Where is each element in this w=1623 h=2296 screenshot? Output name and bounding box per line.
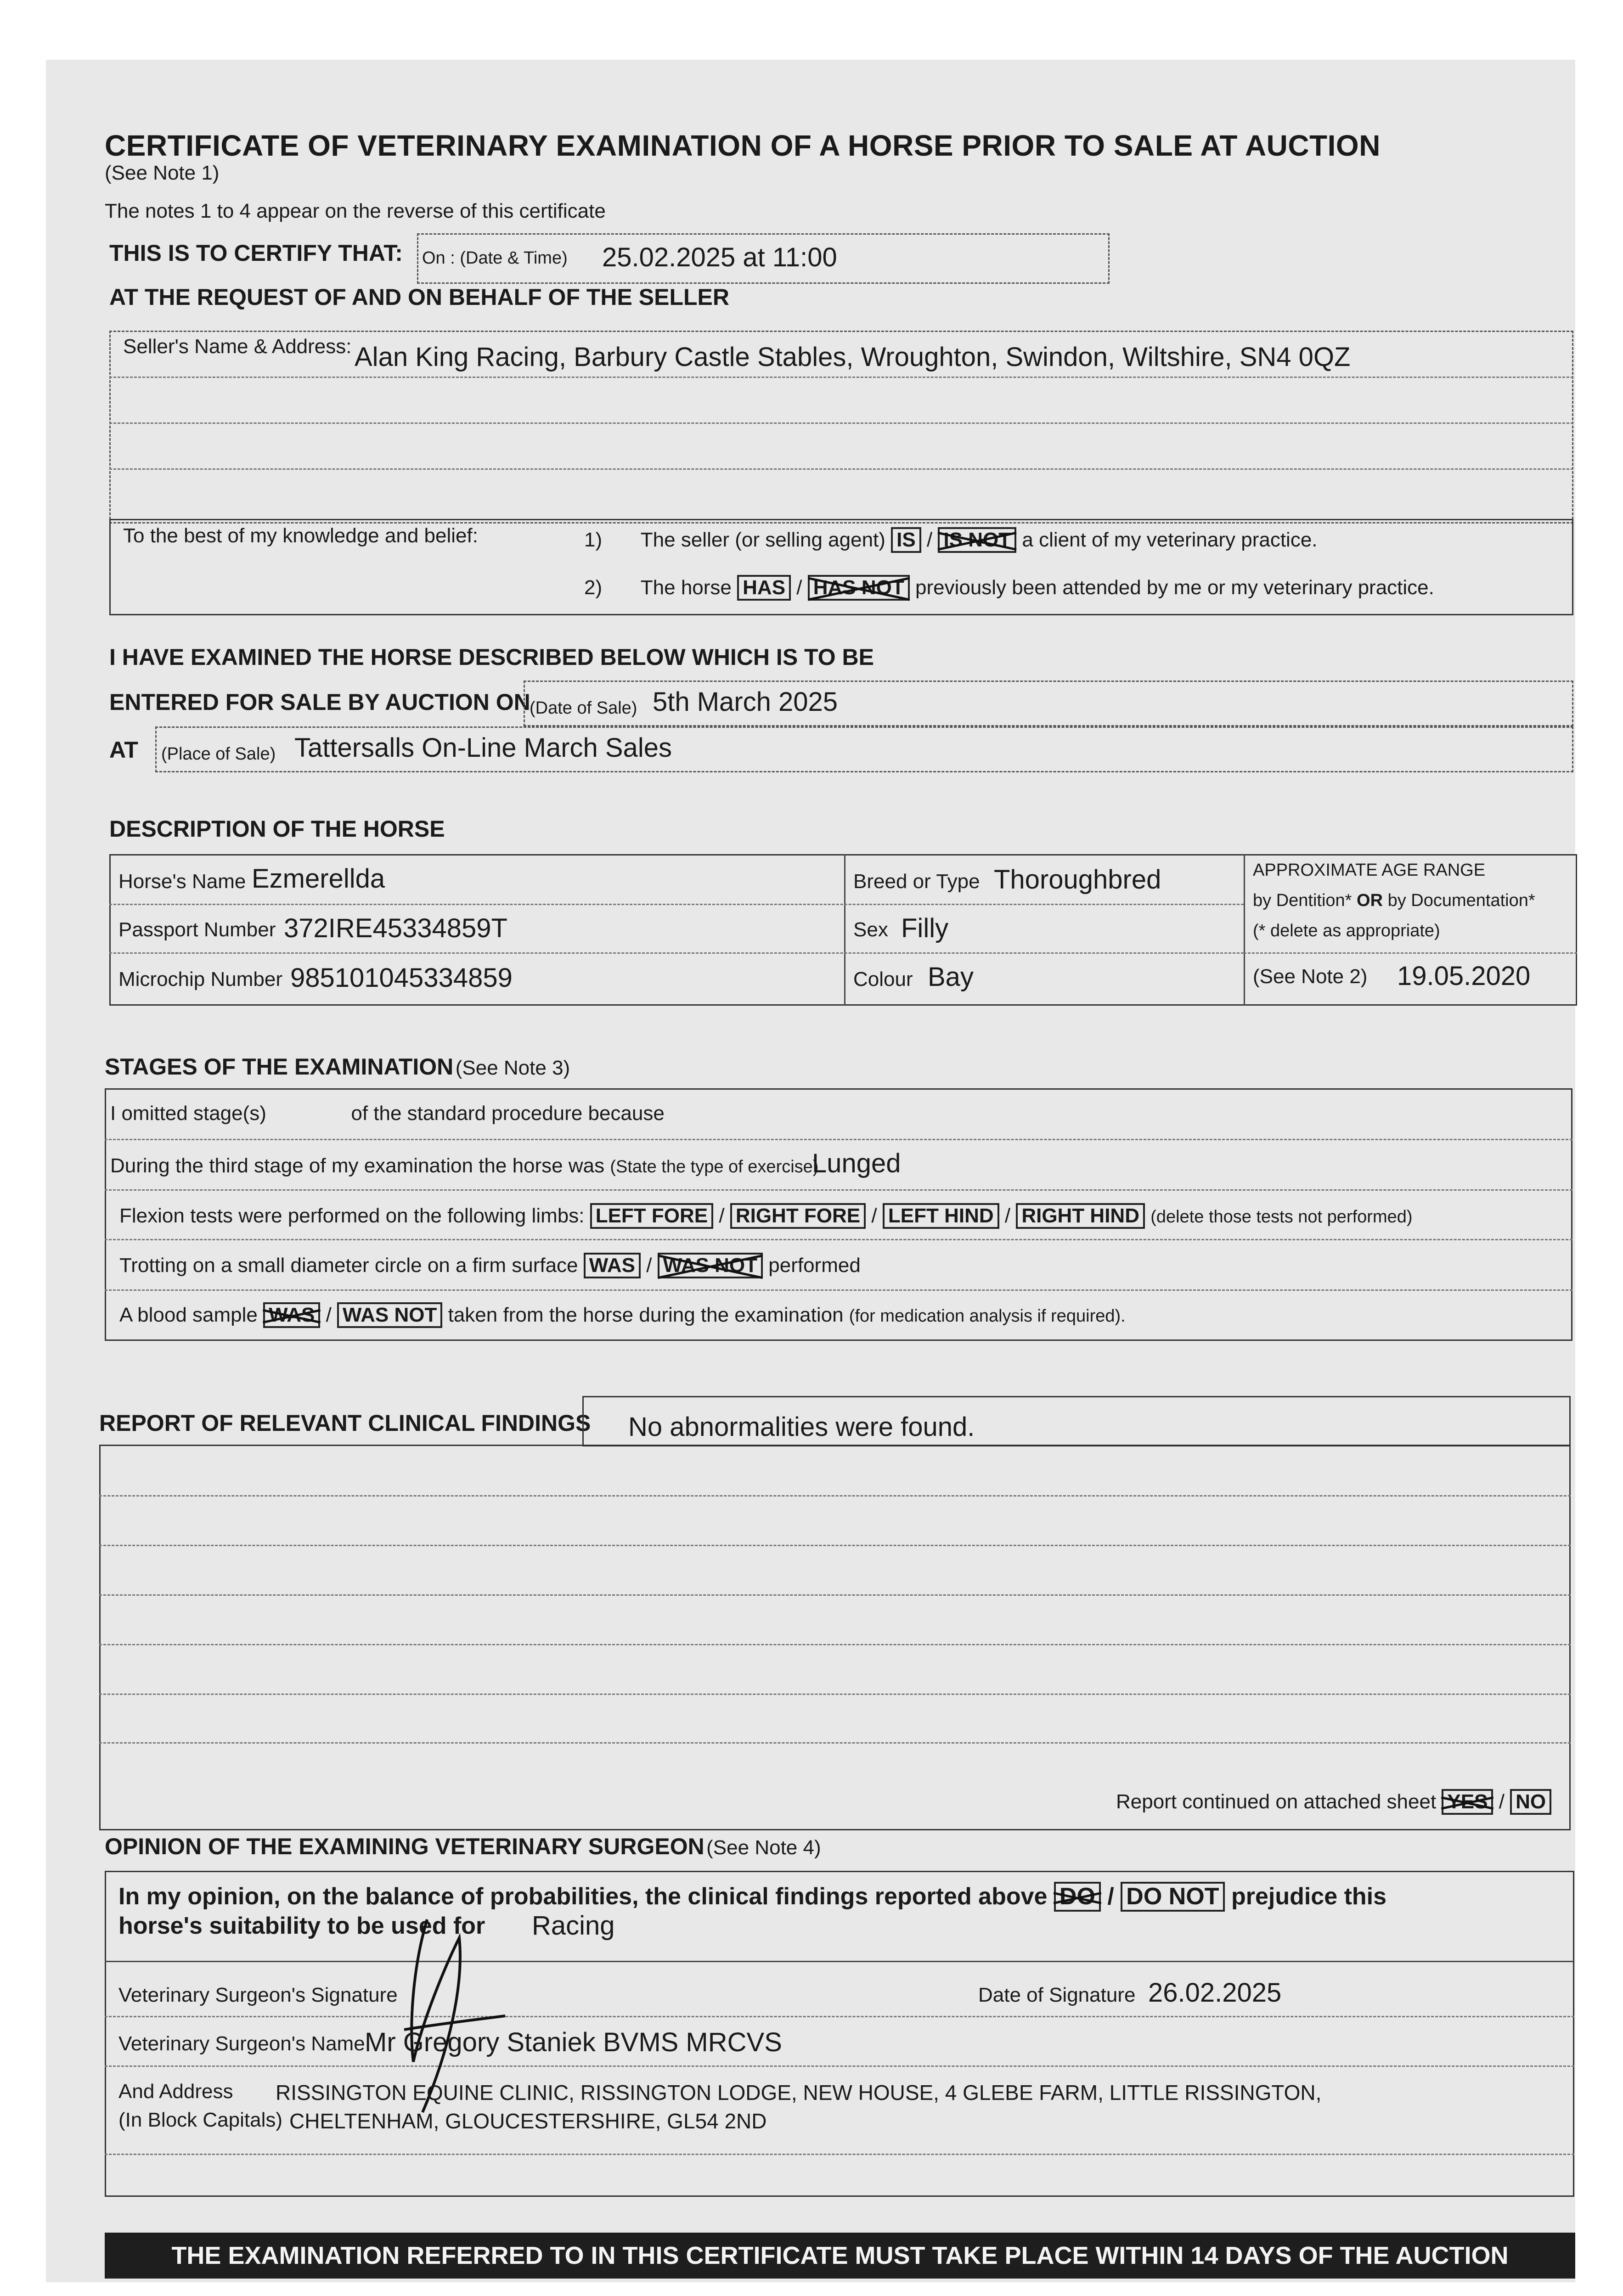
item2-post: previously been attended by me or my veterinary practice.	[915, 576, 1434, 599]
colour-label: Colour	[853, 968, 913, 990]
microchip-label: Microchip Number	[118, 968, 282, 990]
colour-value: Bay	[928, 962, 974, 992]
on-date-label: On : (Date & Time)	[422, 248, 568, 268]
report-continued-text: Report continued on attached sheet	[1116, 1790, 1437, 1813]
description-heading: DESCRIPTION OF THE HORSE	[109, 816, 445, 842]
blood-was-not-option[interactable]: WAS NOT	[337, 1302, 442, 1328]
flexion-post: (delete those tests not performed)	[1150, 1207, 1413, 1227]
blood-row	[119, 1302, 1126, 1328]
flexion-sep-2: /	[871, 1204, 877, 1227]
see-note-1: (See Note 1)	[105, 162, 220, 184]
horse-name-value: Ezmerellda	[252, 864, 385, 894]
item2-has-option[interactable]: HAS	[737, 575, 791, 601]
report-value: No abnormalities were found.	[628, 1412, 975, 1442]
age-dentition: by Dentition*	[1253, 891, 1352, 910]
on-date-value: 25.02.2025 at 11:00	[602, 242, 837, 272]
opinion-line1	[118, 1882, 1386, 1912]
certificate-title: CERTIFICATE OF VETERINARY EXAMINATION OF A HORSE PRIOR TO SALE AT AUCTION	[105, 129, 1381, 162]
report-box[interactable]	[99, 1445, 1571, 1830]
blood-sep: /	[326, 1304, 332, 1326]
sale-place-value: Tattersalls On-Line March Sales	[294, 733, 672, 763]
date-signature-label: Date of Signature	[978, 1984, 1136, 2006]
trot-row	[119, 1253, 861, 1278]
age-delete: (* delete as appropriate)	[1253, 921, 1440, 940]
sale-date-label: (Date of Sale)	[530, 698, 637, 718]
knowledge-item1	[584, 527, 1318, 553]
report-continued-sep: /	[1499, 1790, 1505, 1813]
sale-date-value: 5th March 2025	[653, 687, 838, 717]
limb-left-hind[interactable]: LEFT HIND	[883, 1203, 999, 1229]
examined-line1: I HAVE EXAMINED THE HORSE DESCRIBED BELOW WHICH IS TO BE	[109, 644, 874, 670]
sale-date-field[interactable]	[524, 681, 1573, 726]
vet-name-value: Mr Gregory Staniek BVMS MRCVS	[365, 2027, 782, 2057]
opinion-do-not-option[interactable]: DO NOT	[1121, 1882, 1224, 1912]
flexion-row	[119, 1203, 1413, 1229]
opinion-line2: horse's suitability to be used for	[118, 1913, 485, 1939]
knowledge-label: To the best of my knowledge and belief:	[123, 524, 478, 547]
notes-line: The notes 1 to 4 appear on the reverse of this certificate	[105, 200, 606, 222]
third-stage-hint: (State the type of exercise)	[610, 1157, 819, 1176]
age-value: 19.05.2020	[1397, 961, 1531, 991]
item2-text: The horse	[640, 576, 732, 599]
blood-post: taken from the horse during the examination	[448, 1304, 844, 1326]
flexion-text: Flexion tests were performed on the following limbs:	[119, 1204, 585, 1227]
trot-post: performed	[768, 1254, 861, 1277]
trot-was-option[interactable]: WAS	[584, 1253, 641, 1278]
microchip-value: 985101045334859	[290, 963, 513, 993]
flexion-sep-3: /	[1004, 1204, 1011, 1227]
on-date-field[interactable]	[417, 233, 1110, 284]
address-label: And Address	[118, 2080, 233, 2103]
item1-post: a client of my veterinary practice.	[1022, 529, 1318, 551]
limb-right-hind[interactable]: RIGHT HIND	[1016, 1203, 1145, 1229]
seller-value: Alan King Racing, Barbury Castle Stables, Wroughton, Swindon, Wiltshire, SN4 0QZ	[355, 342, 1351, 372]
sex-label: Sex	[853, 918, 888, 941]
omitted-row	[110, 1102, 665, 1125]
knowledge-item2	[584, 575, 1434, 601]
blood-was-option[interactable]: WAS	[263, 1302, 320, 1328]
limb-right-fore[interactable]: RIGHT FORE	[730, 1203, 866, 1229]
item1-is-option[interactable]: IS	[891, 527, 921, 553]
report-continued-no[interactable]: NO	[1510, 1789, 1551, 1815]
opinion-line1-post: prejudice this	[1231, 1883, 1387, 1910]
certify-label: THIS IS TO CERTIFY THAT:	[109, 240, 403, 266]
date-signature-value: 26.02.2025	[1148, 1978, 1282, 2008]
opinion-heading-note: (See Note 4)	[706, 1836, 821, 1859]
sale-place-label: (Place of Sale)	[161, 744, 276, 764]
stages-heading-note: (See Note 3)	[455, 1057, 570, 1079]
passport-label: Passport Number	[118, 918, 276, 941]
opinion-sep: /	[1107, 1883, 1114, 1910]
signature-label: Veterinary Surgeon's Signature	[118, 1984, 398, 2006]
opinion-heading	[105, 1833, 821, 1860]
trot-was-not-option[interactable]: WAS NOT	[658, 1253, 763, 1278]
stages-heading-text: STAGES OF THE EXAMINATION	[105, 1054, 454, 1080]
age-documentation: by Documentation*	[1387, 891, 1535, 910]
omitted-post: of the standard procedure because	[351, 1102, 665, 1125]
vet-name-label: Veterinary Surgeon's Name	[118, 2032, 365, 2055]
horse-name-label: Horse's Name	[118, 870, 246, 893]
request-label: AT THE REQUEST OF AND ON BEHALF OF THE SELLER	[109, 284, 729, 310]
breed-label: Breed or Type	[853, 870, 980, 893]
examined-line2: ENTERED FOR SALE BY AUCTION ON	[109, 689, 530, 715]
age-heading: APPROXIMATE AGE RANGE	[1253, 861, 1486, 880]
third-stage-text: During the third stage of my examination the horse was	[110, 1154, 605, 1177]
blood-text: A blood sample	[119, 1304, 258, 1326]
passport-value: 372IRE45334859T	[284, 913, 507, 943]
flexion-sep-1: /	[719, 1204, 725, 1227]
item1-text: The seller (or selling agent)	[640, 529, 885, 551]
third-stage-value: Lunged	[812, 1148, 901, 1178]
report-heading: REPORT OF RELEVANT CLINICAL FINDINGS	[99, 1410, 591, 1436]
third-stage-row	[110, 1154, 818, 1177]
address-line2: CHELTENHAM, GLOUCESTERSHIRE, GL54 2ND	[289, 2109, 767, 2133]
certificate-sheet	[46, 60, 1575, 2282]
stages-heading	[105, 1053, 570, 1080]
blood-hint: (for medication analysis if required).	[849, 1306, 1126, 1326]
sale-place-field[interactable]	[155, 726, 1573, 772]
age-method	[1253, 891, 1535, 911]
opinion-do-option[interactable]: DO	[1054, 1882, 1101, 1912]
item2-number: 2)	[584, 576, 603, 599]
opinion-use-value: Racing	[532, 1911, 615, 1941]
item1-is-not-option[interactable]: IS NOT	[938, 527, 1016, 553]
address-label-caps: (In Block Capitals)	[118, 2109, 283, 2131]
opinion-heading-text: OPINION OF THE EXAMINING VETERINARY SURGEON	[105, 1834, 704, 1859]
report-continued-yes[interactable]: YES	[1442, 1789, 1493, 1815]
at-label: AT	[109, 737, 138, 763]
report-continued-row	[1116, 1789, 1551, 1815]
item2-sep: /	[796, 576, 802, 599]
address-line1: RISSINGTON EQUINE CLINIC, RISSINGTON LODGE, NEW HOUSE, 4 GLEBE FARM, LITTLE RISSINGTON,	[276, 2081, 1322, 2105]
trot-sep: /	[646, 1254, 652, 1277]
item2-has-not-option[interactable]: HAS NOT	[808, 575, 910, 601]
item1-number: 1)	[584, 529, 603, 551]
trot-text: Trotting on a small diameter circle on a firm surface	[119, 1254, 578, 1277]
breed-value: Thoroughbred	[994, 865, 1161, 895]
sex-value: Filly	[901, 913, 949, 943]
opinion-line1-text: In my opinion, on the balance of probabilities, the clinical findings reported above	[118, 1883, 1048, 1910]
item1-sep: /	[926, 529, 933, 551]
limb-left-fore[interactable]: LEFT FORE	[590, 1203, 713, 1229]
seller-label: Seller's Name & Address:	[123, 335, 352, 358]
age-note: (See Note 2)	[1253, 965, 1368, 988]
omitted-pre: I omitted stage(s)	[110, 1102, 266, 1125]
age-or: OR	[1357, 891, 1383, 910]
footer-banner: THE EXAMINATION REFERRED TO IN THIS CERTIFICATE MUST TAKE PLACE WITHIN 14 DAYS OF THE AUCTION	[105, 2233, 1575, 2279]
